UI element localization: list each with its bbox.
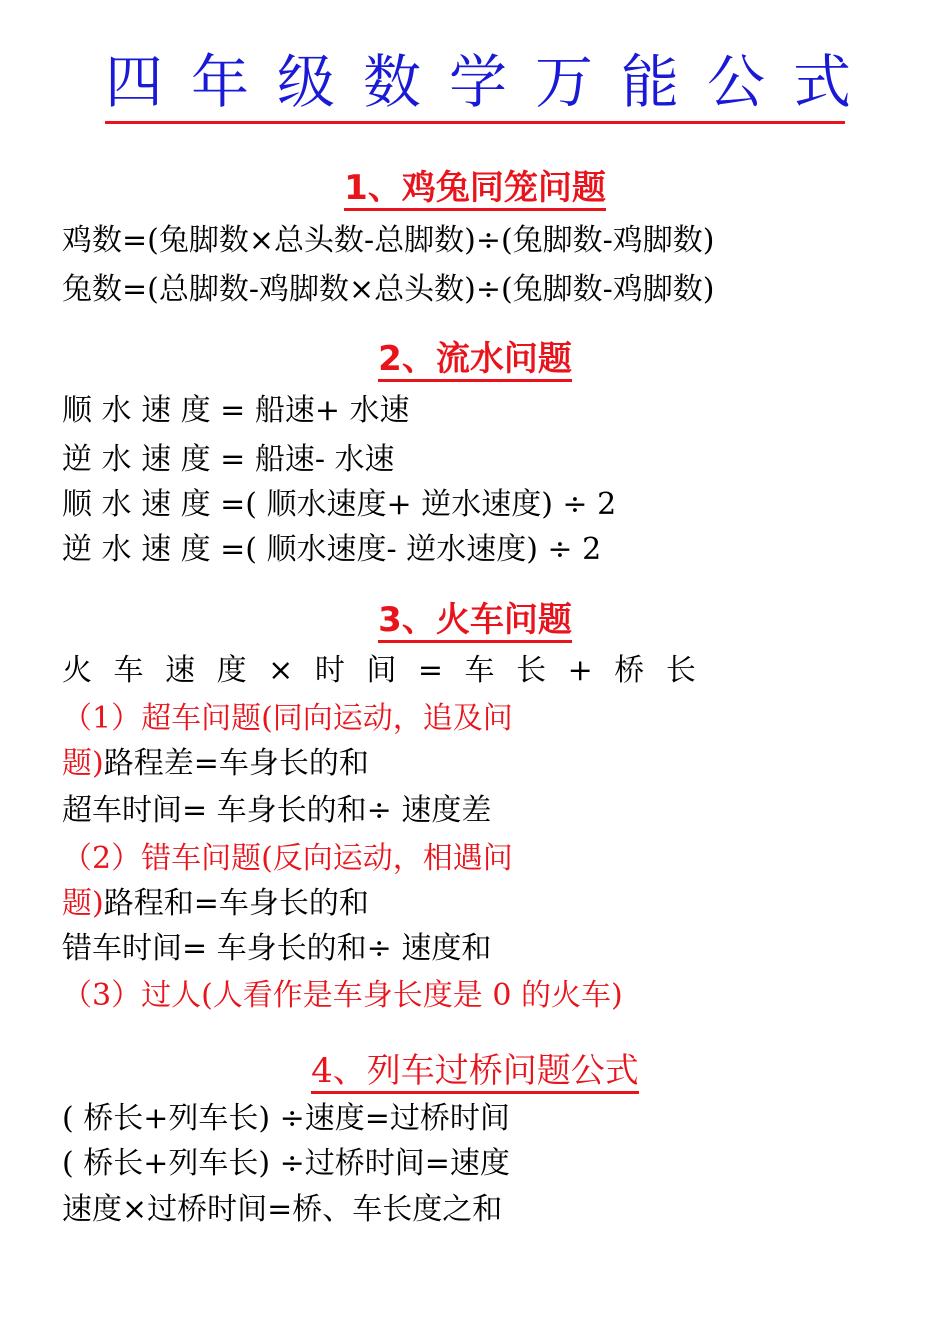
section-heading-current: 2、流水问题 [0, 337, 950, 381]
formula-line: 超车时间= 车身长的和÷ 速度差 [62, 793, 492, 828]
formula-text: 路程差=车身长的和 [103, 746, 369, 781]
section-heading-train: 3、火车问题 [0, 598, 950, 642]
section-heading-bridge: 4、列车过桥问题公式 [0, 1049, 950, 1093]
formula-line [62, 744, 369, 784]
formula-line: 鸡数=(兔脚数×总头数-总脚数)÷(兔脚数-鸡脚数) [62, 223, 715, 258]
formula-line: ( 桥长+列车长) ÷过桥时间=速度 [62, 1146, 510, 1181]
formula-line: 逆 水 速 度 = 船速- 水速 [62, 442, 395, 477]
formula-line: ( 桥长+列车长) ÷速度=过桥时间 [62, 1101, 510, 1136]
section-heading-chicken-rabbit: 1、鸡兔同笼问题 [0, 166, 950, 210]
formula-line: 顺 水 速 度 =( 顺水速度+ 逆水速度) ÷ 2 [62, 487, 617, 522]
subsection-heading-overtake-cont: 题) [62, 746, 104, 781]
subsection-heading-person: （3）过人(人看作是车身长度是 0 的火车) [62, 978, 623, 1013]
subsection-heading-overtake: （1）超车问题(同向运动，追及问 [62, 701, 513, 736]
page-title: 四年级数学万能公式 [105, 48, 880, 116]
subsection-heading-pass: （2）错车问题(反向运动，相遇问 [62, 841, 513, 876]
title-underline [105, 121, 845, 124]
formula-text: 路程和=车身长的和 [103, 886, 369, 921]
subsection-heading-pass-cont: 题) [62, 886, 104, 921]
formula-line: 顺 水 速 度 = 船速+ 水速 [62, 393, 410, 428]
formula-line: 火 车 速 度 × 时 间 = 车 长 + 桥 长 [62, 653, 702, 688]
formula-line: 兔数=(总脚数-鸡脚数×总头数)÷(兔脚数-鸡脚数) [62, 272, 715, 307]
formula-line [62, 884, 369, 924]
formula-line: 错车时间= 车身长的和÷ 速度和 [62, 931, 492, 966]
formula-line: 速度×过桥时间=桥、车长度之和 [62, 1192, 503, 1227]
formula-line: 逆 水 速 度 =( 顺水速度- 逆水速度) ÷ 2 [62, 532, 602, 567]
